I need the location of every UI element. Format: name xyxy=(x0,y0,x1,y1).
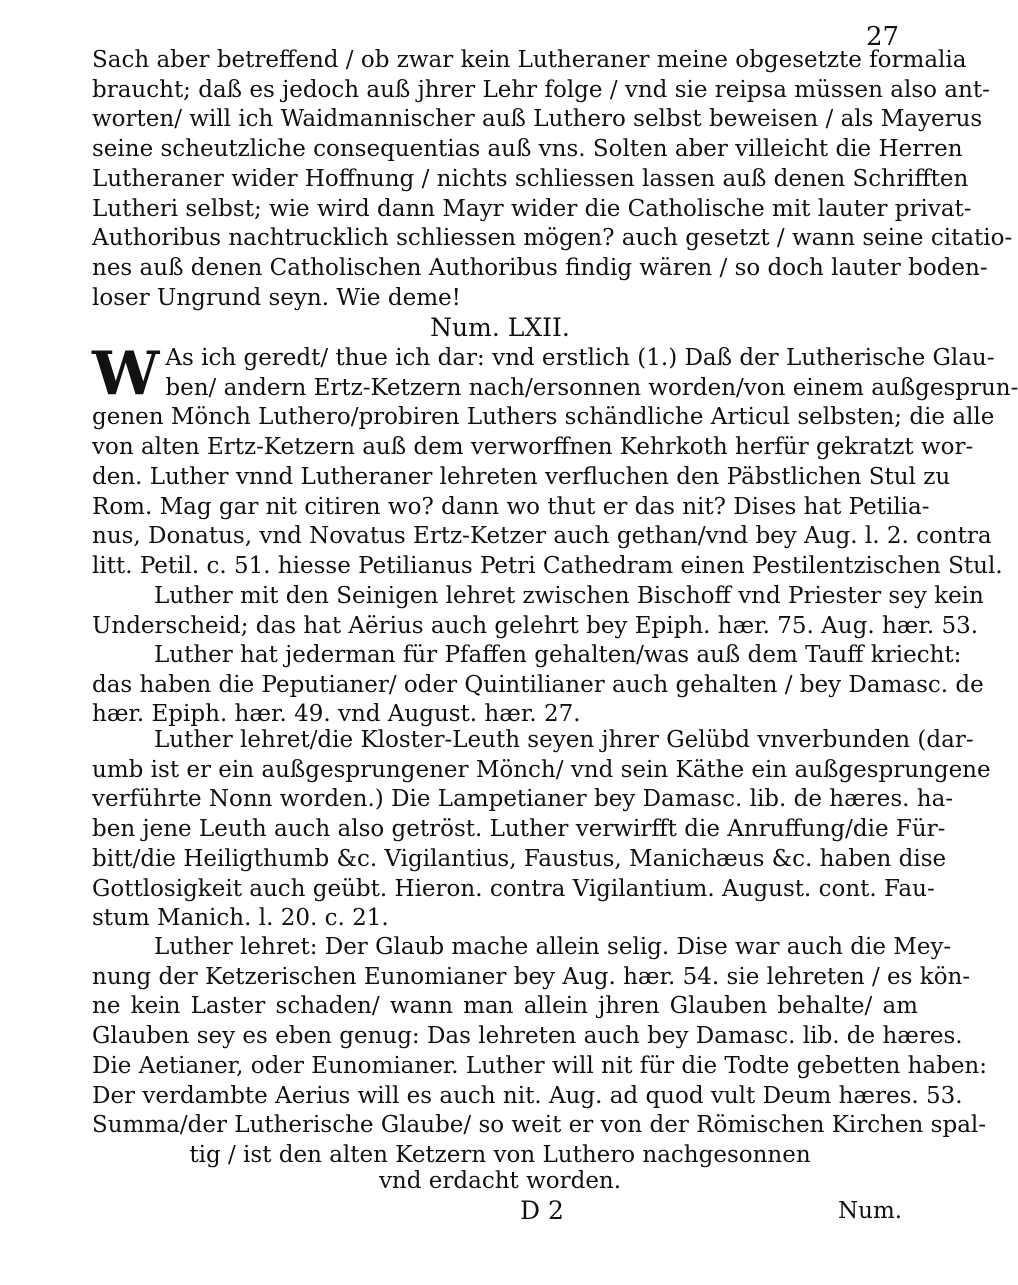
text-line: stum Manich. l. 20. c. 21. xyxy=(92,905,389,932)
text-line: Luther lehret: Der Glaub mache allein selig. Dise war auch die Mey- xyxy=(154,934,952,960)
paragraph-bishops xyxy=(92,582,984,641)
text-line: Luther lehret/die Kloster-Leuth seyen jhrer Gelübd vnverbunden (dar- xyxy=(154,727,974,753)
text-line: nung der Ketzerischen Eunomianer bey Aug. hær. 54. sie lehreten / es kön- xyxy=(92,963,971,990)
page-number: 27 xyxy=(866,22,900,52)
signature-mark: D 2 xyxy=(520,1196,564,1225)
drop-cap: W xyxy=(92,339,160,409)
text-line: den. Luther vnnd Lutheraner lehreten verfluchen den Päbstlichen Stul zu xyxy=(92,463,951,490)
text-line: bitt/die Heiligthumb &c. Vigilantius, Faustus, Manichæus &c. haben dise xyxy=(92,845,947,872)
text-line: das haben die Peputianer/ oder Quintilianer auch gehalten / bey Damasc. de xyxy=(92,671,984,698)
text-line: worten/ will ich Waidmannischer auß Luthero selbst beweisen / als Mayerus xyxy=(92,106,983,133)
text-line: Authoribus nachtrucklich schliessen mögen? auch gesetzt / wann seine citatio- xyxy=(92,225,1013,252)
text-line: nes auß denen Catholischen Authoribus findig wären / so doch lauter boden- xyxy=(92,254,988,281)
text-line: Lutheri selbst; wie wird dann Mayr wider die Catholische mit lauter privat- xyxy=(92,195,972,222)
text-line: As ich geredt/ thue ich dar: vnd erstlich (1.) Daß der Lutherische Glau- xyxy=(165,345,995,371)
text-line: seine scheutzliche consequentias auß vns. Solten aber villeicht die Herren xyxy=(92,136,963,163)
text-line: nus, Donatus, vnd Novatus Ertz-Ketzer auch gethan/vnd bey Aug. l. 2. contra xyxy=(92,523,992,550)
paragraph-baptism xyxy=(92,641,984,730)
text-line: ben jene Leuth auch also getröst. Luther verwirfft die Anruffung/die Für- xyxy=(92,816,946,843)
text-line: Lutheraner wider Hoffnung / nichts schliessen lassen auß denen Schrifften xyxy=(92,165,969,192)
text-line: genen Mönch Luthero/probiren Luthers schändliche Articul selbsten; die alle xyxy=(92,404,995,431)
text-line: umb ist er ein außgesprungener Mönch/ vnd sein Käthe ein außgesprungene xyxy=(92,756,991,783)
text-line: Summa/der Lutherische Glaube/ so weit er von der Römischen Kirchen spal- xyxy=(92,1112,987,1139)
paragraph-faith xyxy=(92,933,987,1141)
main-paragraph xyxy=(92,339,1018,582)
text-line: Rom. Mag gar nit citiren wo? dann wo thut er das nit? Dises hat Petilia- xyxy=(92,493,930,520)
text-line: ben/ andern Ertz-Ketzern nach/ersonnen worden/von einem außgesprun- xyxy=(165,374,1018,401)
text-line: Die Aetianer, oder Eunomianer. Luther will nit für die Todte gebetten haben: xyxy=(92,1052,987,1079)
paragraph-vows xyxy=(92,726,991,934)
text-line: ne kein Laster schaden/ wann man allein jhren Glauben behalte/ am xyxy=(92,993,918,1020)
text-line: Underscheid; das hat Aërius auch gelehrt bey Epiph. hær. 75. Aug. hær. 53. xyxy=(92,612,979,639)
text-line: braucht; daß es jedoch auß jhrer Lehr folge / vnd sie reipsa müssen also ant- xyxy=(92,76,990,103)
text-line: Gottlosigkeit auch geübt. Hieron. contra Vigilantium. August. cont. Fau- xyxy=(92,875,935,902)
text-line: Luther mit den Seinigen lehret zwischen Bischoff vnd Priester sey kein xyxy=(154,583,984,609)
text-line: Luther hat jederman für Pfaffen gehalten/was auß dem Tauff kriecht: xyxy=(154,642,962,668)
closing-line: vnd erdacht worden. xyxy=(378,1168,622,1194)
text-line: verführte Nonn worden.) Die Lampetianer bey Damasc. lib. de hæres. ha- xyxy=(92,786,954,813)
text-line: Glauben sey es eben genug: Das lehreten auch bey Damasc. lib. de hæres. xyxy=(92,1023,963,1050)
section-heading: Num. LXII. xyxy=(430,313,570,342)
closing-line: tig / ist den alten Ketzern von Luthero nachgesonnen xyxy=(189,1142,811,1168)
text-line: von alten Ertz-Ketzern auß dem verworffnen Kehrkoth herfür gekratzt wor- xyxy=(92,434,974,461)
text-line: loser Ungrund seyn. Wie deme! xyxy=(92,284,461,311)
text-line: Sach aber betreffend / ob zwar kein Lutheraner meine obgesetzte formalia xyxy=(92,47,967,73)
text-line: hær. Epiph. hær. 49. vnd August. hær. 27. xyxy=(92,701,581,728)
top-paragraph xyxy=(92,46,1013,313)
text-line: Der verdambte Aerius will es auch nit. Aug. ad quod vult Deum hæres. 53. xyxy=(92,1082,963,1109)
text-line: litt. Petil. c. 51. hiesse Petilianus Petri Cathedram einen Pestilentzischen Stul. xyxy=(92,552,1003,579)
catchword: Num. xyxy=(838,1198,903,1224)
